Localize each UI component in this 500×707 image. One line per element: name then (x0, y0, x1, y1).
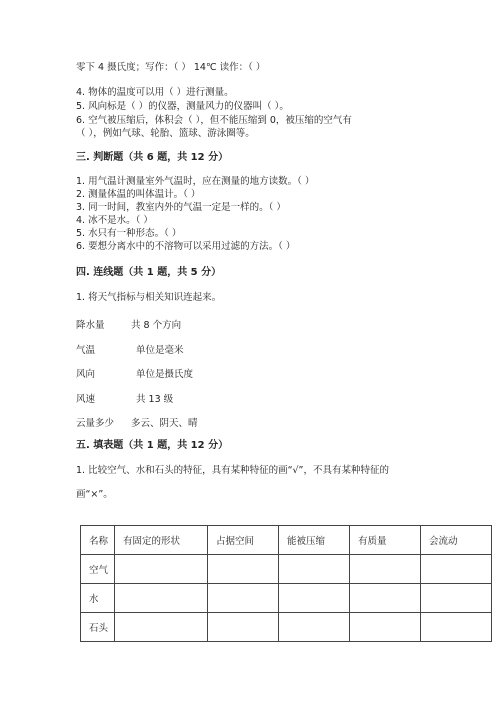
comparison-table (80, 525, 492, 642)
header-cell-compressible: 能被压缩 (279, 526, 350, 555)
judge-item-5: 5. 水只有一种形态。（ ） (76, 228, 182, 239)
match-right-item: 共 13 级 (136, 394, 174, 405)
section-5-instruction-line-2: 画“×”。 (76, 489, 113, 500)
judge-item-1: 1. 用气温计测量室外气温时，应在测量的地方读数。（ ） (76, 176, 315, 187)
answer-cell[interactable] (115, 555, 208, 584)
answer-cell[interactable] (208, 584, 279, 613)
table-row (81, 555, 492, 584)
header-cell-flows: 会流动 (421, 526, 492, 555)
table-row (81, 613, 492, 642)
row-label-stone: 石头 (81, 613, 115, 642)
match-right-item: 多云、阴天、晴 (131, 418, 198, 429)
header-cell-name: 名称 (81, 526, 115, 555)
section-4-heading: 四. 连线题（共 1 题，共 5 分） (76, 267, 222, 278)
judge-item-4: 4. 冰不是水。（ ） (76, 215, 153, 226)
section-3-heading: 三. 判断题（共 6 题，共 12 分） (76, 152, 229, 163)
fill-blank-question-6: 6. 空气被压缩后，体积会（ ），但不能压缩到 0，被压缩的空气有 (76, 115, 352, 126)
match-left-item: 风向 (76, 369, 96, 380)
match-right-item: 单位是摄氏度 (136, 369, 194, 380)
match-left-item: 风速 (76, 394, 96, 405)
match-right-item: 共 8 个方向 (131, 320, 182, 331)
answer-cell[interactable] (279, 555, 350, 584)
match-left-item: 云量多少 (76, 418, 115, 429)
table-row (81, 584, 492, 613)
answer-cell[interactable] (208, 613, 279, 642)
fill-blank-question-6-continued: （ ），例如气球、轮胎、篮球、游泳圈等。 (76, 128, 255, 139)
table-header-row (81, 526, 492, 555)
match-left-item: 降水量 (76, 320, 105, 331)
fill-blank-question-4: 4. 物体的温度可以用（ ）进行测量。 (76, 87, 234, 98)
answer-cell[interactable] (279, 613, 350, 642)
answer-cell[interactable] (350, 613, 421, 642)
header-cell-occupies-space: 占据空间 (208, 526, 279, 555)
answer-cell[interactable] (350, 584, 421, 613)
answer-cell[interactable] (115, 584, 208, 613)
answer-cell[interactable] (279, 584, 350, 613)
section-4-instruction: 1. 将天气指标与相关知识连起来。 (76, 292, 222, 303)
answer-cell[interactable] (421, 613, 492, 642)
answer-cell[interactable] (208, 555, 279, 584)
fill-blank-question-5: 5. 风向标是（ ）的仪器，测量风力的仪器叫（ ）。 (76, 101, 289, 112)
answer-cell[interactable] (115, 613, 208, 642)
section-5-heading: 五. 填表题（共 1 题，共 12 分） (76, 440, 229, 451)
match-left-item: 气温 (76, 345, 96, 356)
judge-item-2: 2. 测量体温的叫体温计。（ ） (76, 189, 201, 200)
answer-cell[interactable] (421, 584, 492, 613)
text-line-temperature-notation: 零下 4 摄氏度；写作：（ ） 14℃ 读作：（ ） (76, 62, 266, 73)
row-label-water: 水 (81, 584, 115, 613)
answer-cell[interactable] (350, 555, 421, 584)
judge-item-6: 6. 要想分离水中的不溶物可以采用过滤的方法。（ ） (76, 241, 296, 252)
section-5-instruction-line-1: 1. 比较空气、水和石头的特征，具有某种特征的画“√”，不具有某种特征的 (76, 465, 389, 476)
judge-item-3: 3. 同一时间，教室内外的气温一定是一样的。（ ） (76, 202, 286, 213)
header-cell-has-mass: 有质量 (350, 526, 421, 555)
answer-cell[interactable] (421, 555, 492, 584)
match-right-item: 单位是毫米 (136, 345, 184, 356)
header-cell-fixed-shape: 有固定的形状 (115, 526, 208, 555)
row-label-air: 空气 (81, 555, 115, 584)
